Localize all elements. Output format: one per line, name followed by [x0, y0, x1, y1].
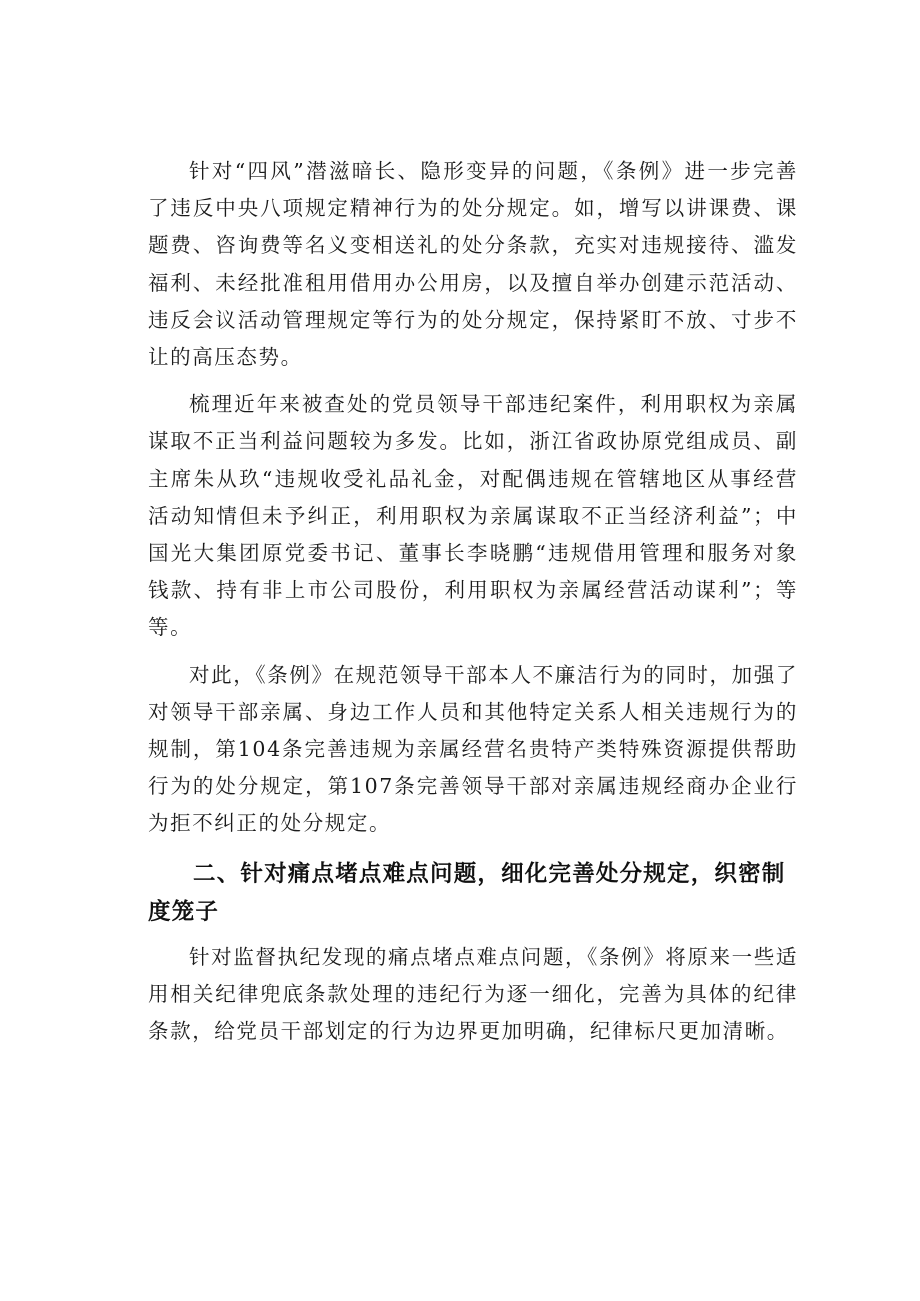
paragraph-refinement: 针对监督执纪发现的痛点堵点难点问题，《条例》将原来一些适用相关纪律兜底条款处理的违纪行为逐一细化，完善为具体的纪律条款，给党员干部划定的行为边界更加明确，纪律标尺更加清晰。 [148, 944, 798, 1044]
document-body [148, 153, 798, 1060]
paragraph-regulation-response: 对此，《条例》在规范领导干部本人不廉洁行为的同时，加强了对领导干部亲属、身边工作人员和其他特定关系人相关违规行为的规制，第104条完善违规为亲属经营名贵特产类特殊资源提供帮助行为的处分规定，第107条完善领导干部对亲属违规经商办企业行为拒不纠正的处分规定。 [148, 662, 798, 836]
paragraph-four-winds: 针对“四风”潜滋暗长、隐形变异的问题，《条例》进一步完善了违反中央八项规定精神行为的处分规定。如，增写以讲课费、课题费、咨询费等名义变相送礼的处分条款，充实对违规接待、滥发福利、未经批准租用借用办公用房，以及擅自举办创建示范活动、违反会议活动管理规定等行为的处分规定，保持紧盯不放、寸步不让的高压态势。 [148, 159, 798, 370]
paragraph-case-examples: 梳理近年来被查处的党员领导干部违纪案件，利用职权为亲属谋取不正当利益问题较为多发。比如，浙江省政协原党组成员、副主席朱从玖“违规收受礼品礼金，对配偶违规在管辖地区从事经营活动知情但未予纠正，利用职权为亲属谋取不正当经济利益”；中国光大集团原党委书记、董事长李晓鹏“违规借用管理和服务对象钱款、持有非上市公司股份，利用职权为亲属经营活动谋利”；等等。 [148, 392, 798, 640]
section-heading: 二、针对痛点堵点难点问题，细化完善处分规定，织密制度笼子 [148, 860, 786, 925]
